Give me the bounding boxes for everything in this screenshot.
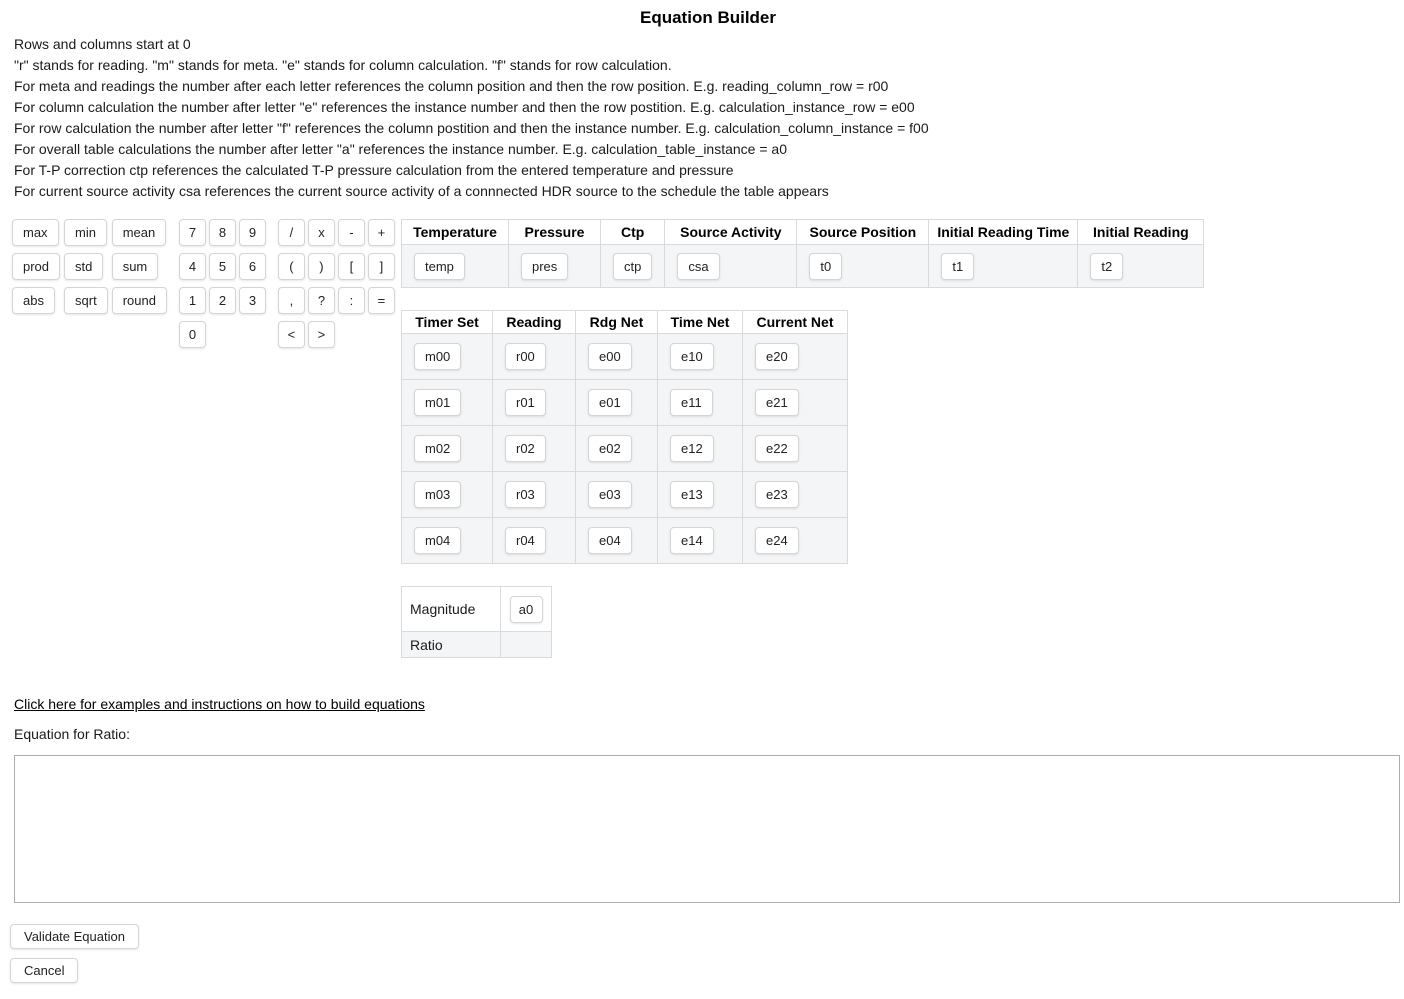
calc-button-colon[interactable]: : bbox=[338, 287, 365, 314]
table-cell bbox=[743, 518, 848, 564]
calc-button-0[interactable]: 0 bbox=[179, 321, 206, 348]
calculator-panel bbox=[12, 219, 401, 348]
meta-table bbox=[401, 219, 1204, 288]
cell-button-a0[interactable]: a0 bbox=[510, 596, 543, 623]
calc-button-min[interactable]: min bbox=[64, 219, 107, 246]
table-cell bbox=[493, 472, 576, 518]
digit-buttons bbox=[179, 219, 266, 348]
calc-button-8[interactable]: 8 bbox=[209, 219, 236, 246]
page-title: Equation Builder bbox=[640, 8, 776, 27]
table-cell bbox=[601, 245, 665, 288]
table-row bbox=[402, 426, 848, 472]
calc-button-9[interactable]: 9 bbox=[239, 219, 266, 246]
calc-button-7[interactable]: 7 bbox=[179, 219, 206, 246]
table-cell bbox=[658, 426, 743, 472]
calc-button-sqrt[interactable]: sqrt bbox=[64, 287, 108, 314]
calc-button-5[interactable]: 5 bbox=[209, 253, 236, 280]
function-buttons bbox=[12, 219, 167, 314]
calc-button-max[interactable]: max bbox=[12, 219, 59, 246]
table-cell bbox=[501, 632, 552, 658]
cell-button-r03[interactable]: r03 bbox=[505, 481, 546, 508]
cell-button-e11[interactable]: e11 bbox=[670, 389, 713, 416]
table-cell bbox=[402, 518, 493, 564]
table-cell bbox=[402, 380, 493, 426]
calc-button-prod[interactable]: prod bbox=[12, 253, 60, 280]
table-cell bbox=[929, 245, 1078, 288]
column-header: Temperature bbox=[402, 220, 509, 245]
readings-table bbox=[401, 310, 848, 564]
cell-button-e00[interactable]: e00 bbox=[588, 343, 632, 370]
calc-button-6[interactable]: 6 bbox=[239, 253, 266, 280]
operator-buttons bbox=[278, 219, 395, 348]
cell-button-e14[interactable]: e14 bbox=[670, 527, 714, 554]
cell-button-e23[interactable]: e23 bbox=[755, 481, 799, 508]
calc-button-add[interactable]: + bbox=[368, 219, 395, 246]
column-header: Current Net bbox=[743, 311, 848, 334]
table-cell bbox=[743, 380, 848, 426]
column-header: Source Position bbox=[797, 220, 929, 245]
column-header: Initial Reading bbox=[1078, 220, 1204, 245]
cell-button-e24[interactable]: e24 bbox=[755, 527, 799, 554]
table-cell bbox=[743, 426, 848, 472]
table-cell bbox=[576, 334, 658, 380]
cell-button-t2[interactable]: t2 bbox=[1090, 253, 1123, 280]
table-cell bbox=[665, 245, 797, 288]
equation-label: Equation for Ratio: bbox=[14, 726, 130, 742]
calc-button-comma[interactable]: , bbox=[278, 287, 305, 314]
table-cell bbox=[743, 334, 848, 380]
cell-button-e10[interactable]: e10 bbox=[670, 343, 714, 370]
table-cell bbox=[509, 245, 601, 288]
table-cell bbox=[493, 518, 576, 564]
cell-button-m03[interactable]: m03 bbox=[414, 481, 461, 508]
table-cell bbox=[658, 518, 743, 564]
instruction-line: For row calculation the number after letter "f" references the column postition and then the instance number. E.g. calculation_column_instance = f00 bbox=[14, 120, 929, 136]
instruction-line: Rows and columns start at 0 bbox=[14, 36, 191, 52]
calc-button-open-paren[interactable]: ( bbox=[278, 253, 305, 280]
calc-button-1[interactable]: 1 bbox=[179, 287, 206, 314]
cell-button-r01[interactable]: r01 bbox=[505, 389, 546, 416]
column-header: Pressure bbox=[509, 220, 601, 245]
instruction-line: For T-P correction ctp references the calculated T-P pressure calculation from the entered temperature and pressure bbox=[14, 162, 734, 178]
cell-button-e13[interactable]: e13 bbox=[670, 481, 714, 508]
column-header: Time Net bbox=[658, 311, 743, 334]
cell-button-r02[interactable]: r02 bbox=[505, 435, 546, 462]
calc-button-sum[interactable]: sum bbox=[112, 253, 159, 280]
cell-button-r00[interactable]: r00 bbox=[505, 343, 546, 370]
table-cell bbox=[402, 334, 493, 380]
table-cell bbox=[576, 472, 658, 518]
calc-button-equals[interactable]: = bbox=[368, 287, 395, 314]
table-row bbox=[402, 380, 848, 426]
instruction-line: For current source activity csa references the current source activity of a connnected HDR source to the schedule the table appears bbox=[14, 183, 829, 199]
validate-equation-button[interactable]: Validate Equation bbox=[10, 924, 139, 949]
table-cell bbox=[402, 472, 493, 518]
column-header: Timer Set bbox=[402, 311, 493, 334]
calc-button-multiply[interactable]: x bbox=[308, 219, 335, 246]
calc-button-3[interactable]: 3 bbox=[239, 287, 266, 314]
table-cell bbox=[493, 426, 576, 472]
calc-button-close-bracket[interactable]: ] bbox=[368, 253, 395, 280]
table-cell bbox=[576, 380, 658, 426]
cell-button-ctp[interactable]: ctp bbox=[613, 253, 652, 280]
table-cell bbox=[493, 334, 576, 380]
table-cell bbox=[743, 472, 848, 518]
table-cell bbox=[501, 587, 552, 632]
table-row bbox=[402, 334, 848, 380]
cell-button-e02[interactable]: e02 bbox=[588, 435, 632, 462]
table-cell bbox=[402, 426, 493, 472]
cell-button-t0[interactable]: t0 bbox=[809, 253, 842, 280]
column-header: Rdg Net bbox=[576, 311, 658, 334]
calc-table bbox=[401, 586, 552, 658]
table-row bbox=[402, 587, 552, 632]
table-cell bbox=[658, 334, 743, 380]
cell-button-e03[interactable]: e03 bbox=[588, 481, 632, 508]
cell-button-pres[interactable]: pres bbox=[521, 253, 568, 280]
table-cell bbox=[797, 245, 929, 288]
table-cell bbox=[402, 245, 509, 288]
column-header: Source Activity bbox=[665, 220, 797, 245]
main-row bbox=[12, 219, 1404, 680]
cell-button-e01[interactable]: e01 bbox=[588, 389, 632, 416]
cell-button-e04[interactable]: e04 bbox=[588, 527, 632, 554]
table-row bbox=[402, 632, 552, 658]
calc-button-question-mark[interactable]: ? bbox=[308, 287, 335, 314]
calc-button-divide[interactable]: / bbox=[278, 219, 305, 246]
calc-button-round[interactable]: round bbox=[112, 287, 167, 314]
cell-button-m04[interactable]: m04 bbox=[414, 527, 461, 554]
calc-button-std[interactable]: std bbox=[64, 253, 103, 280]
cell-button-e20[interactable]: e20 bbox=[755, 343, 799, 370]
instruction-line: For meta and readings the number after each letter references the column position and then the row position. E.g. reading_column_row = r00 bbox=[14, 78, 889, 94]
column-header: Ctp bbox=[601, 220, 665, 245]
cancel-button[interactable]: Cancel bbox=[10, 958, 78, 983]
equation-builder-page bbox=[8, 8, 1404, 983]
instructions bbox=[14, 34, 1404, 202]
table-cell bbox=[493, 380, 576, 426]
cell-button-csa[interactable]: csa bbox=[677, 253, 719, 280]
calc-button-close-paren[interactable]: ) bbox=[308, 253, 335, 280]
table-row bbox=[402, 518, 848, 564]
calc-button-open-bracket[interactable]: [ bbox=[338, 253, 365, 280]
calc-button-less-than[interactable]: < bbox=[278, 321, 305, 348]
table-cell bbox=[1078, 245, 1204, 288]
row-label-ratio: Ratio bbox=[402, 632, 501, 658]
cell-button-temp[interactable]: temp bbox=[414, 253, 465, 280]
calc-button-4[interactable]: 4 bbox=[179, 253, 206, 280]
calc-button-2[interactable]: 2 bbox=[209, 287, 236, 314]
table-cell bbox=[658, 472, 743, 518]
instruction-line: For overall table calculations the number after letter "a" references the instance number. E.g. calculation_table_instance = a0 bbox=[14, 141, 787, 157]
table-cell bbox=[658, 380, 743, 426]
row-label-magnitude: Magnitude bbox=[402, 587, 501, 632]
calc-button-greater-than[interactable]: > bbox=[308, 321, 335, 348]
instruction-line: For column calculation the number after letter "e" references the instance number and then the row postition. E.g. calculation_instance_row = e00 bbox=[14, 99, 915, 115]
calc-button-subtract[interactable]: - bbox=[338, 219, 365, 246]
examples-link[interactable]: Click here for examples and instructions on how to build equations bbox=[14, 696, 425, 712]
equation-input[interactable] bbox=[14, 755, 1400, 903]
table-row bbox=[402, 245, 1204, 288]
cell-button-t1[interactable]: t1 bbox=[941, 253, 974, 280]
cell-button-e21[interactable]: e21 bbox=[755, 389, 799, 416]
calc-button-abs[interactable]: abs bbox=[12, 287, 55, 314]
table-cell bbox=[576, 518, 658, 564]
column-header: Reading bbox=[493, 311, 576, 334]
cell-button-m02[interactable]: m02 bbox=[414, 435, 461, 462]
tables-column bbox=[401, 219, 1204, 680]
calc-button-mean[interactable]: mean bbox=[112, 219, 167, 246]
table-row bbox=[402, 472, 848, 518]
cell-button-e12[interactable]: e12 bbox=[670, 435, 714, 462]
cell-button-r04[interactable]: r04 bbox=[505, 527, 546, 554]
cell-button-m01[interactable]: m01 bbox=[414, 389, 461, 416]
cell-button-e22[interactable]: e22 bbox=[755, 435, 799, 462]
instruction-line: "r" stands for reading. "m" stands for meta. "e" stands for column calculation. "f" stands for row calculation. bbox=[14, 57, 672, 73]
table-cell bbox=[576, 426, 658, 472]
cell-button-m00[interactable]: m00 bbox=[414, 343, 461, 370]
column-header: Initial Reading Time bbox=[929, 220, 1078, 245]
